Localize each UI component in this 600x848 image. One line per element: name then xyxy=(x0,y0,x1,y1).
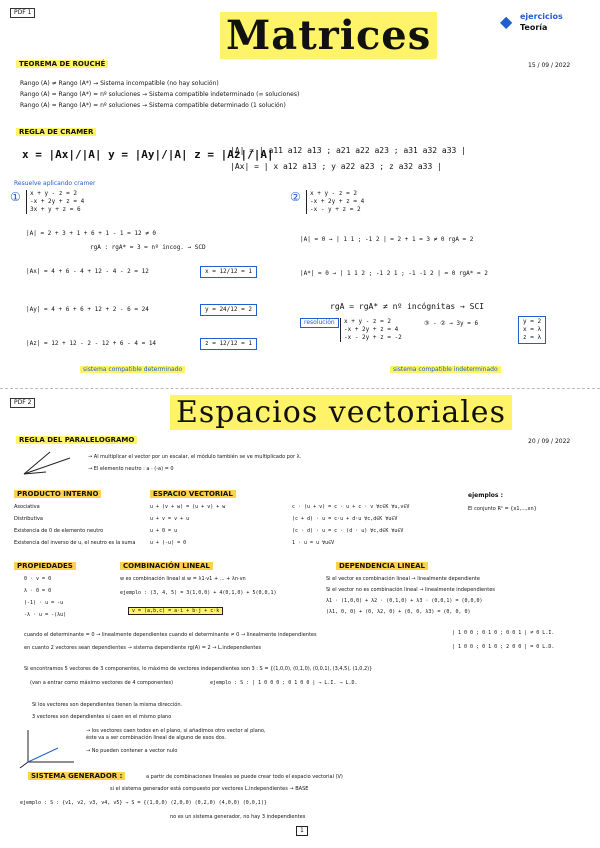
ejemplos-text: El conjunto Rⁿ = {x1,...,xn} xyxy=(468,506,537,512)
rouche-line-1: Rango (A) ≠ Rango (A*) → Sistema incompatible (no hay solución) xyxy=(20,80,219,87)
ex1-eq-2: -x + 2y + z = 4 xyxy=(30,198,85,205)
ex2-res-system xyxy=(340,318,402,342)
plano-note-1: → los vectores caen todos en el plano, si añadimos otro vector al plano, xyxy=(86,728,266,734)
ex1-det-x: |Ax| = 4 + 6 - 4 + 12 - 4 - 2 = 12 xyxy=(26,268,149,275)
dependencia-item-4: (λ1, 0, 0) + (0, λ2, 0) + (0, 0, λ3) = (0, 0, 0) xyxy=(326,609,471,615)
combinacion-box xyxy=(128,608,223,615)
ex2-sol-y: y = 2 xyxy=(523,318,542,325)
plano-notes xyxy=(86,728,346,755)
page-divider xyxy=(0,388,600,389)
ex2-eq-3: -x - y + z = 2 xyxy=(310,206,361,213)
espacio-right-4: 1 · u = u ∀u∈V xyxy=(292,540,335,546)
producto-item-3: Existencia de 0 de elemento neutro xyxy=(14,528,104,534)
logo-line2: Teoría xyxy=(520,23,548,32)
ex2-sol-z: z = λ xyxy=(523,334,542,341)
ex2-foot xyxy=(390,366,501,374)
producto-heading-text: PRODUCTO INTERNO xyxy=(14,490,101,498)
producto-item-1: Asociativa xyxy=(14,504,40,510)
ex2-det-a: |A| = 0 → | 1 1 ; -1 2 | = 2 + 1 = 3 ≠ 0 rgA = 2 xyxy=(300,236,474,243)
ex1-det-z: |Az| = 12 + 12 - 2 - 12 + 6 - 4 = 14 xyxy=(26,340,157,347)
propiedades-list xyxy=(24,576,104,619)
producto-heading xyxy=(14,490,101,498)
espacio-item-3: u + 0 = u xyxy=(150,528,178,534)
ex2-eq-1: x + y - z = 2 xyxy=(310,190,357,197)
ex2-foot-text: sistema compatible indeterminado xyxy=(390,366,501,373)
ex1-result-y: y = 24/12 = 2 xyxy=(200,304,257,316)
espacio-right-list xyxy=(292,504,462,547)
espacio-item-4: u + (-u) = 0 xyxy=(150,540,187,546)
ex2-det-astar: |A*| = 0 → | 1 1 2 ; -1 2 1 ; -1 -1 2 | = 0 rgA* = 2 xyxy=(300,270,488,277)
ex1-rank: rgA : rgA* = 3 = nº incog. → SCD xyxy=(90,244,206,251)
propiedad-4: -λ · u = -(λu) xyxy=(24,612,67,618)
plano-line: 3 vectores son dependientes si caen en el mismo plano xyxy=(32,714,172,720)
plano-note-2: éste va a ser combinación lineal de alguno de esos dos. xyxy=(86,735,227,741)
ex2-res-eq-2: -x + 2y + z = 4 xyxy=(344,326,399,333)
example-1-number: ① xyxy=(10,190,21,204)
espacio-heading xyxy=(150,490,236,498)
ex1-det-y: |Ay| = 4 + 6 + 6 + 12 + 2 - 6 = 24 xyxy=(26,306,149,313)
dependencia-heading xyxy=(336,562,428,570)
espacio-item-1: u + (v + w) = (u + v) + w xyxy=(150,504,226,510)
page2-title xyxy=(170,394,512,432)
logo-line1: ejercicios xyxy=(520,12,563,21)
combinacion-example: ejemplo : (3, 4, 5) = 3(1,0,0) + 4(0,1,0) + 5(0,0,1) xyxy=(120,590,277,596)
producto-list xyxy=(14,504,144,547)
propiedad-1: 0 · v = 0 xyxy=(24,576,52,582)
generador-heading-text: SISTEMA GENERADOR : xyxy=(28,772,125,780)
resuelve-label: Resuelve aplicando cramer xyxy=(14,180,96,187)
dependencia-list xyxy=(326,576,594,616)
rouche-heading-text: TEOREMA DE ROUCHÉ xyxy=(16,60,108,68)
ex2-res-eq-3: -x - 2y + z = -2 xyxy=(344,334,402,341)
ex2-system xyxy=(306,190,364,214)
determinante-right-2: | 1 0 0 ; 0 1 0 ; 2 0 0 | = 0 L.D. xyxy=(452,644,555,650)
dependencia-item-3: λ1 · (1,0,0) + λ2 · (0,1,0) + λ3 · (0,0,1) = (0,0,0) xyxy=(326,598,483,604)
ex1-eq-1: x + y - z = 2 xyxy=(30,190,77,197)
direccion-line: Si los vectores son dependientes tienen la misma dirección. xyxy=(32,702,183,708)
paralelogramo-line-1: → Al multiplicar el vector por un escalar, el módulo también se ve multiplicado por λ. xyxy=(88,454,302,460)
generador-ejemplo: ejemplo : S : {v1, v2, v3, v4, v5} → S = {(1,0,0) (2,0,0) (0,2,0) (4,0,0) (0,0,1)} xyxy=(20,800,267,806)
rouche-heading xyxy=(16,60,108,68)
propiedad-3: (-1) · u = -u xyxy=(24,600,64,606)
ejemplos-heading: ejemplos : xyxy=(468,492,503,499)
ex2-res-step: ③ - ② → 3y = 6 xyxy=(424,320,479,327)
generador-heading xyxy=(28,772,125,780)
determinante-line-1: cuando el determinante = 0 → linealmente dependientes cuando el determinante ≠ 0 → linealmente independientes xyxy=(24,632,317,638)
espacio-right-1: c · (u + v) = c · u + c · v ∀c∈K ∀u,v∈V xyxy=(292,504,410,510)
paralelogramo-heading xyxy=(16,436,137,444)
cramer-formula: x = |Ax|/|A| y = |Ay|/|A| z = |Az|/|A| xyxy=(22,148,274,161)
ex1-result-x: x = 12/12 = 1 xyxy=(200,266,257,278)
rouche-line-3: Rango (A) = Rango (A*) = nº soluciones → Sistema compatible determinado (1 solución) xyxy=(20,102,286,109)
propiedad-2: λ · 0 = 0 xyxy=(24,588,52,594)
componentes-line: Si encontramos 5 vectores de 3 componentes, lo máximo de vectores independientes son 3 : S = {(1,0,0), (0,1,0), (0,0,1), (3,4,5), (1,0,2)} xyxy=(24,666,373,672)
cramer-heading xyxy=(16,128,96,136)
dependencia-item-2: Si el vector no es combinación lineal → linealmente independientes xyxy=(326,587,495,593)
ex2-rank: rgA = rgA* ≠ nº incógnitas → SCI xyxy=(330,302,485,311)
logo-icon: ◆ xyxy=(500,12,513,31)
ex1-system xyxy=(26,190,84,214)
generador-text: a partir de combinaciones lineales se puede crear todo el espacio vectorial (V) xyxy=(146,774,343,780)
ex1-foot xyxy=(80,366,185,374)
ex2-eq-2: -x + 2y + z = 4 xyxy=(310,198,365,205)
parallelogram-diagram xyxy=(20,448,80,478)
ex2-res-sol xyxy=(518,316,546,344)
ex2-resolution-tag: resolución xyxy=(300,318,339,328)
page1-title xyxy=(220,12,437,60)
example-2-number: ② xyxy=(290,190,301,204)
ex2-res-eq-1: x + y - z = 2 xyxy=(344,318,391,325)
ex2-sol-x: x = λ xyxy=(523,326,542,333)
paralelogramo-line-2: → El elemento neutro : a · (-a) = 0 xyxy=(88,466,174,472)
ex1-foot-text: sistema compatible determinado xyxy=(80,366,185,373)
page1-title-text: Matrices xyxy=(220,12,437,59)
combinacion-heading-text: COMBINACIÓN LINEAL xyxy=(120,562,213,570)
cramer-det-ax: |Ax| = | x a12 a13 ; y a22 a23 ; z a32 a33 | xyxy=(230,162,442,171)
ex1-result-z: z = 12/12 = 1 xyxy=(200,338,257,350)
generador-base: si el sistema generador está compuesto por vectores L.independientes → BASE xyxy=(110,786,309,792)
page2-date: 20 / 09 / 2022 xyxy=(528,438,571,445)
espacio-item-2: u + v = v + u xyxy=(150,516,190,522)
espacio-right-3: (c · d) · u = c · (d · u) ∀c,d∈K ∀u∈V xyxy=(292,528,404,534)
espacio-list xyxy=(150,504,280,547)
pdf2-tag: PDF 2 xyxy=(10,398,35,408)
cramer-det-a: |A| = | a11 a12 a13 ; a21 a22 a23 ; a31 a32 a33 | xyxy=(230,146,467,155)
combinacion-heading xyxy=(120,562,213,570)
page1-date: 15 / 09 / 2022 xyxy=(528,62,571,69)
producto-item-4: Existencia del inverso de u, el neutro es la suma xyxy=(14,540,136,546)
rouche-lines xyxy=(20,80,440,110)
ex1-det-a: |A| = 2 + 3 + 1 + 6 + 1 - 1 = 12 ≠ 0 xyxy=(26,230,157,237)
propiedades-heading-text: PROPIEDADES xyxy=(14,562,76,570)
page2-title-text: Espacios vectoriales xyxy=(170,395,512,430)
ex1-eq-3: 3x + y + z = 6 xyxy=(30,206,81,213)
dependencia-item-1: Si el vector es combinación lineal → linealmente dependiente xyxy=(326,576,480,582)
paralelogramo-heading-text: REGLA DEL PARALELOGRAMO xyxy=(16,436,137,444)
page-number: 1 xyxy=(296,826,308,836)
cramer-heading-text: REGLA DE CRAMER xyxy=(16,128,96,136)
componentes-sub: (van a entrar como máximo vectores de 4 componentes) xyxy=(30,680,174,686)
determinante-line-2: en cuanto 2 vectores sean dependientes → sistema dependiente rg(A) = 2 → L.independientes xyxy=(24,645,262,651)
plano-note-3: → No pueden contener a vector nulo xyxy=(86,748,178,754)
pdf1-tag: PDF 1 xyxy=(10,8,35,18)
producto-item-2: Distributiva xyxy=(14,516,43,522)
componentes-ejemplo: ejemplo : S : | 1 0 0 0 ; 0 1 0 0 | → L.I. → L.D. xyxy=(210,680,358,686)
rouche-line-2: Rango (A) = Rango (A*) = nº soluciones → Sistema compatible indeterminado (∞ soluciones) xyxy=(20,91,300,98)
plane-diagram xyxy=(18,726,78,770)
espacio-heading-text: ESPACIO VECTORIAL xyxy=(150,490,236,498)
espacio-right-2: (c + d) · u = c·u + d·u ∀c,d∈K ∀u∈V xyxy=(292,516,398,522)
determinante-right-1: | 1 0 0 ; 0 1 0 ; 0 0 1 | ≠ 0 L.I. xyxy=(452,630,555,636)
propiedades-heading xyxy=(14,562,76,570)
generador-foot: no es un sistema generador, no hay 3 independientes xyxy=(170,814,306,820)
combinacion-box-text: v = (a,b,c) = a·i + b·j + c·k xyxy=(128,607,223,615)
combinacion-text: w es combinación lineal si w = λ1·v1 + ... + λn·vn xyxy=(120,576,246,582)
dependencia-heading-text: DEPENDENCIA LINEAL xyxy=(336,562,428,570)
